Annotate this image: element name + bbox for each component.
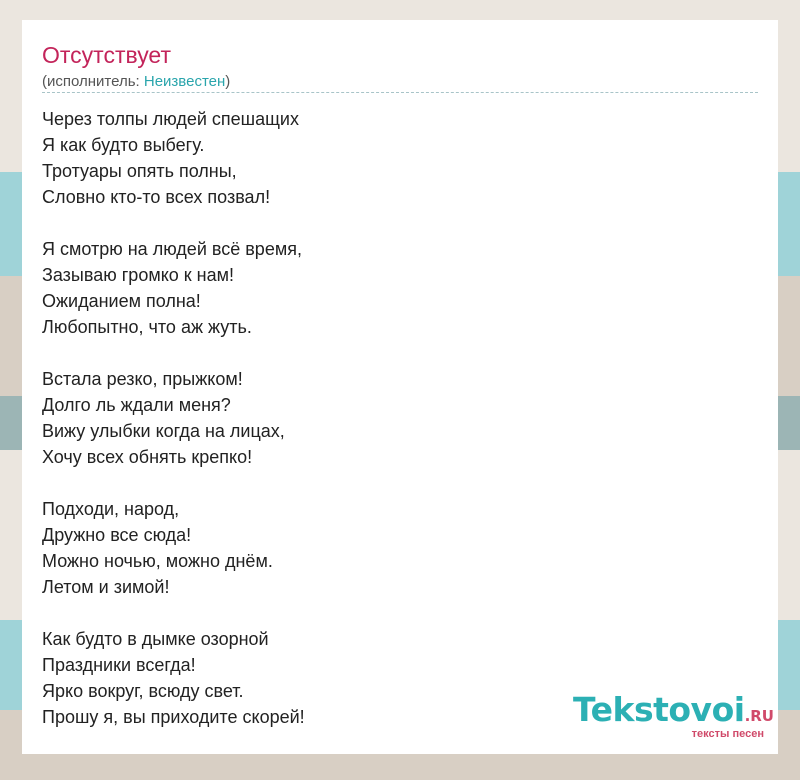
lyric-line: Любопытно, что аж жуть.: [42, 317, 252, 337]
lyrics-text: [42, 106, 562, 756]
lyric-line: Через толпы людей спешащих: [42, 109, 299, 129]
stanza: [42, 106, 562, 210]
stanza: [42, 236, 562, 340]
lyric-line: Словно кто-то всех позвал!: [42, 187, 271, 207]
lyric-line: Долго ль ждали меня?: [42, 395, 231, 415]
lyric-line: Вижу улыбки когда на лицах,: [42, 421, 285, 441]
artist-suffix: ): [225, 73, 231, 90]
lyric-line: Тротуары опять полны,: [42, 161, 237, 181]
lyric-line: Праздники всегда!: [42, 655, 196, 675]
song-title: Отсутствует: [42, 42, 171, 68]
lyric-line: Встала резко, прыжком!: [42, 369, 243, 389]
divider: [42, 92, 758, 93]
artist-prefix: (исполнитель:: [42, 73, 144, 90]
logo-name: Tekstovoi: [573, 690, 745, 729]
stanza: [42, 496, 562, 600]
site-logo[interactable]: [573, 692, 774, 740]
lyric-line: Летом и зимой!: [42, 577, 170, 597]
artist-line: [42, 73, 230, 90]
lyric-line: Прошу я, вы приходите скорей!: [42, 707, 305, 727]
lyrics-card: [22, 20, 778, 754]
lyric-line: Можно ночью, можно днём.: [42, 551, 273, 571]
lyric-line: Подходи, народ,: [42, 499, 180, 519]
stanza: [42, 626, 562, 730]
logo-tld: .RU: [744, 707, 774, 725]
lyric-line: Дружно все сюда!: [42, 525, 192, 545]
lyric-line: Ожиданием полна!: [42, 291, 201, 311]
stanza: [42, 366, 562, 470]
lyric-line: Я как будто выбегу.: [42, 135, 205, 155]
lyric-line: Как будто в дымке озорной: [42, 629, 269, 649]
lyric-line: Ярко вокруг, всюду свет.: [42, 681, 244, 701]
artist-link[interactable]: Неизвестен: [143, 73, 226, 90]
logo-tagline: тексты песен: [691, 728, 764, 740]
lyric-line: Я смотрю на людей всё время,: [42, 239, 302, 259]
lyric-line: Зазываю громко к нам!: [42, 265, 234, 285]
lyric-line: Хочу всех обнять крепко!: [42, 447, 253, 467]
